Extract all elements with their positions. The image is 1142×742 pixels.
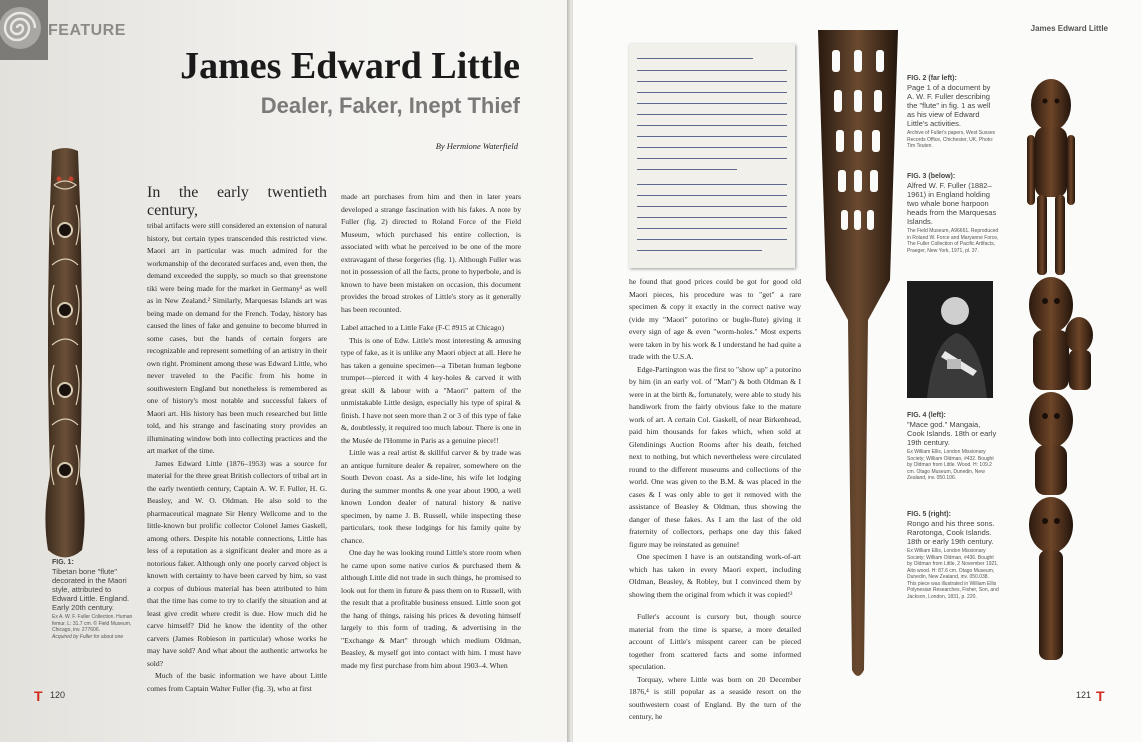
fig3-label: FIG. 3 (below):: [907, 173, 956, 180]
fig2-caption: [907, 75, 999, 150]
fig5-credit: Ex William Ellis, London Missionary Society; William Oldman, #436. Bought by Oldman from Little, 2 November 1921. Aito wood. H: 87.6 cm. Otago Museum, Dunedin, New Zealand, inv. 050.038. This piece was illustrated in William Ellis Polynesian Researches, Fisher, Son, and Jackson, London, 1831, p. 220.: [907, 548, 999, 600]
column-3: [629, 276, 801, 724]
paragraph: Fuller's account is cursory but, though source material from the time is sparse, a more detailed account of Little's misspent career can be pieced together from scattered facts and some informed speculation.: [629, 612, 801, 671]
fig3-description: Alfred W. F. Fuller (1882–1961) in England holding two whale bone harpoon heads from the Marquesas Islands.: [907, 181, 997, 226]
quote-paragraph: One specimen I have is an outstanding work-of-art which has taken in every Maori expert, including Oldman, Beasley, & Robley, but I convinced them by showing them the original from which it was copied!³: [629, 552, 801, 599]
fig1-caption: [52, 559, 136, 640]
fig4-credit: Ex William Ellis, London Missionary Society; William Oldman, #432. Bought by Oldman from Little. Wood. H: 109.2 cm. Otago Museum, Dunedin, New Zealand, inv. 050.106.: [907, 449, 994, 481]
paragraph: made art purchases from him and then in later years developed a strange fascination with his fakes. A note by Fuller (fig. 2) directed to Roland Force of the Field Museum, which purchased his entire collection, is associated with what he perceived to be one of the more extravagant of these forgeries (fig. 1). Although Fuller was not in possession of all the facts, prone to hyperbole, and is known to have been mistaken on occasion, this document provides the broad strokes of Little's story as it generally has been recounted.: [341, 192, 521, 314]
handwritten-letter-image: [629, 44, 795, 268]
fig2-description: Page 1 of a document by A. W. F. Fuller describing the "flute" in fig. 1 as well as his view of Edward Little's activities.: [907, 83, 991, 128]
page-number-right: 121: [1076, 690, 1092, 700]
magazine-logo-left: T: [34, 688, 43, 704]
quote-paragraph: Edge-Partington was the first to "show up" a putorino by him (in an early vol. of "Man") & both Oldman & I were in at the birth &, fortunately, were able to study his handiwork from the fairly obvious fake to the mature work of art. A certain Col. Gaskell, of near Birkenhead, paid him thousands for fakes which, when sold at Glendinings Auction Rooms after his death, fetched next to nothing, but which nevertheless were circulated round to the different museums and collections of the world. One was given to the B.M. & was placed in the cases & I was only able to get it removed with the assistance of Beasley & Oldman, thus showing the danger of these fakes. As I am the last of the old fraternity of collectors, perhaps one day this faked figure may be reinstated as genuine!: [629, 364, 801, 549]
article-subtitle: Dealer, Faker, Inept Thief: [260, 93, 520, 118]
column-2: [341, 191, 521, 672]
fig4-description: "Mace god." Mangaia, Cook Islands. 18th or early 19th century.: [907, 420, 997, 447]
right-page: [573, 0, 1142, 742]
section-label: FEATURE: [48, 22, 126, 39]
fig3-caption: [907, 173, 999, 254]
fig1-label: FIG. 1:: [52, 559, 74, 566]
quote-paragraph: This is one of Edw. Little's most interesting & amusing type of fake, as it is unlike any Maori object at all. Here he has taken a genuine specimen—a Tibetan human legbone trumpet—pierced it with 4 key-holes & carved it with great skill & labour with a "Maori" pattern of the unmistakable Little design, especially his type of spiral & finish. I have not seen more than 2 or 3 of this type of fake &, doubtlessly, it required too much labour. There is one in the Musée de l'Homme in Paris as a genuine piece!!: [341, 335, 521, 445]
fig3-credit: The Field Museum, A96661. Reproduced in Roland W. Force and Maryanne Force, The Fuller Collection of Pacific Artifacts, Praeger, New York, 1971, pl. 37.: [907, 228, 999, 254]
paragraph: tribal artifacts were still considered an extension of natural history, but certain types transcended this restricted view. Maori art in particular was much admired for the workmanship of the decorated surfaces and, even then, the demand exceeded the supply, so much so that greenstone tiki were being made for the market in Germany¹ as well as in New Zealand.² Similarly, Marquesas Islands art was being made on demand for the French. Today, history has caused the lines of fake and genuine to become blurred in some cases, but the hands of certain forgers are recognizable and represent something of an artistry in their own right. Prominent among these was Edward Little, who never traveled to the Pacific from his home in southwestern England but nonetheless is remembered as one of history's most notable and successful fakers of Maori art. His history has been much researched but little told, and his strange and fascinating story provides an illuminating window both into collecting practices and the art market of the time.: [147, 221, 327, 455]
fig5-description: Rongo and his three sons. Rarotonga, Cook Islands. 18th or early 19th century.: [907, 519, 995, 546]
spiral-logo-icon: [0, 0, 48, 60]
quote-paragraph: Little was a real artist & skillful carver & by trade was an antique furniture dealer & repairer, somewhere on the South Devon coast. As a side-line, his wife let lodging during the summer months & one year about 1900, a well known London dealer of natural history & native specimen, by name J. B. Russell, while inspecting these particulars, took these lodgings for his family quite by chance.: [341, 448, 521, 545]
byline: By Hermione Waterfield: [435, 141, 518, 151]
carved-figure-image: [1013, 75, 1123, 675]
quote-paragraph: One day he was looking round Little's store room when he came upon some native curios & purchased them & although Little did not trade in such things, he promised to look out for them in future & pass them on to Russell, with the result that a profitable business ensued. Little soon got the hang of things, raising his prices & devoting himself largely to this form of trading, & advertising in the "Exchange & Mart" through which medium Oldman, Beasley, & myself got into contact with him. I must have made my first purchase from him about 1903–4. When: [341, 548, 521, 670]
fig1-credit-italic: Acquired by Fuller for about one: [52, 633, 124, 640]
quote-heading: Label attached to a Little Fake (F-C #915 at Chicago): [341, 323, 505, 332]
article-title: James Edward Little: [180, 45, 520, 87]
page-number-left: 120: [50, 690, 66, 700]
bone-flute-image: [30, 145, 100, 565]
running-head: James Edward Little: [1030, 24, 1108, 33]
carved-mace-image: [798, 20, 918, 690]
opening-line: In the early twentieth century,: [147, 184, 327, 219]
left-page: [0, 0, 569, 742]
fig5-caption: [907, 511, 999, 600]
paragraph: Torquay, where Little was born on 20 December 1876,⁴ is still popular as a seaside resort on the southwestern coast of England. By the turn of the century, he: [629, 674, 801, 721]
paragraph: James Edward Little (1876–1953) was a source for material for the three great British collectors of tribal art in the early twentieth century, Captain A. W. F. Fuller, H. G. Beasley, and W. O. Oldman. He also sold to the pharmaceutical magnate Sir Henry Wellcome and to the little-known but prolific collector Colonel James Gaskell, among others. Despite his notable connections, Little has less of a reputation as a significant dealer and more as a notorious faker. Although only one poorly carved object is known with certainty to have been carved by him, so vast a corpus of dubious material has been attributed to him that the time has come to try to clarify the situation and at least give credit where credit is due. How much did he carve himself? Did he know the identity of the other carvers (James Robieson in particular) whose works he may have sold? And what about the authentic artworks he sold?: [147, 458, 327, 668]
magazine-logo-right: T: [1096, 688, 1105, 704]
fig2-label: FIG. 2 (far left):: [907, 75, 957, 82]
fig1-description: Tibetan bone "flute" decorated in the Maori style, attributed to Edward Little. England. Early 20th century.: [52, 567, 130, 612]
fig4-label: FIG. 4 (left):: [907, 412, 946, 419]
fig5-label: FIG. 5 (right):: [907, 511, 951, 518]
quote-paragraph: he found that good prices could be got for good old Maori pieces, his procedure was to "get" a rare specimen & copy it exactly in the correct native way (vide my "Maori" putorino or bugle-flute) giving it every sign of age & even "worm-holes." Most experts were taken in by his work & I understand he had quite a trade with the U.S.A.: [629, 277, 801, 361]
fig4-caption: [907, 412, 999, 482]
paragraph: Much of the basic information we have about Little comes from Captain Walter Fuller (fig. 3), who at first: [147, 671, 327, 693]
column-1: [147, 184, 327, 695]
fig2-credit: Archive of Fuller's papers, West Sussex Records Office, Chichester, UK. Photo: Tim Teuten.: [907, 130, 996, 149]
fig1-credit: Ex A. W. F. Fuller Collection. Human femur. L: 31.7 cm. © Field Museum, Chicago, inv. 277606.: [52, 614, 133, 633]
fuller-portrait-photo: [907, 281, 993, 398]
